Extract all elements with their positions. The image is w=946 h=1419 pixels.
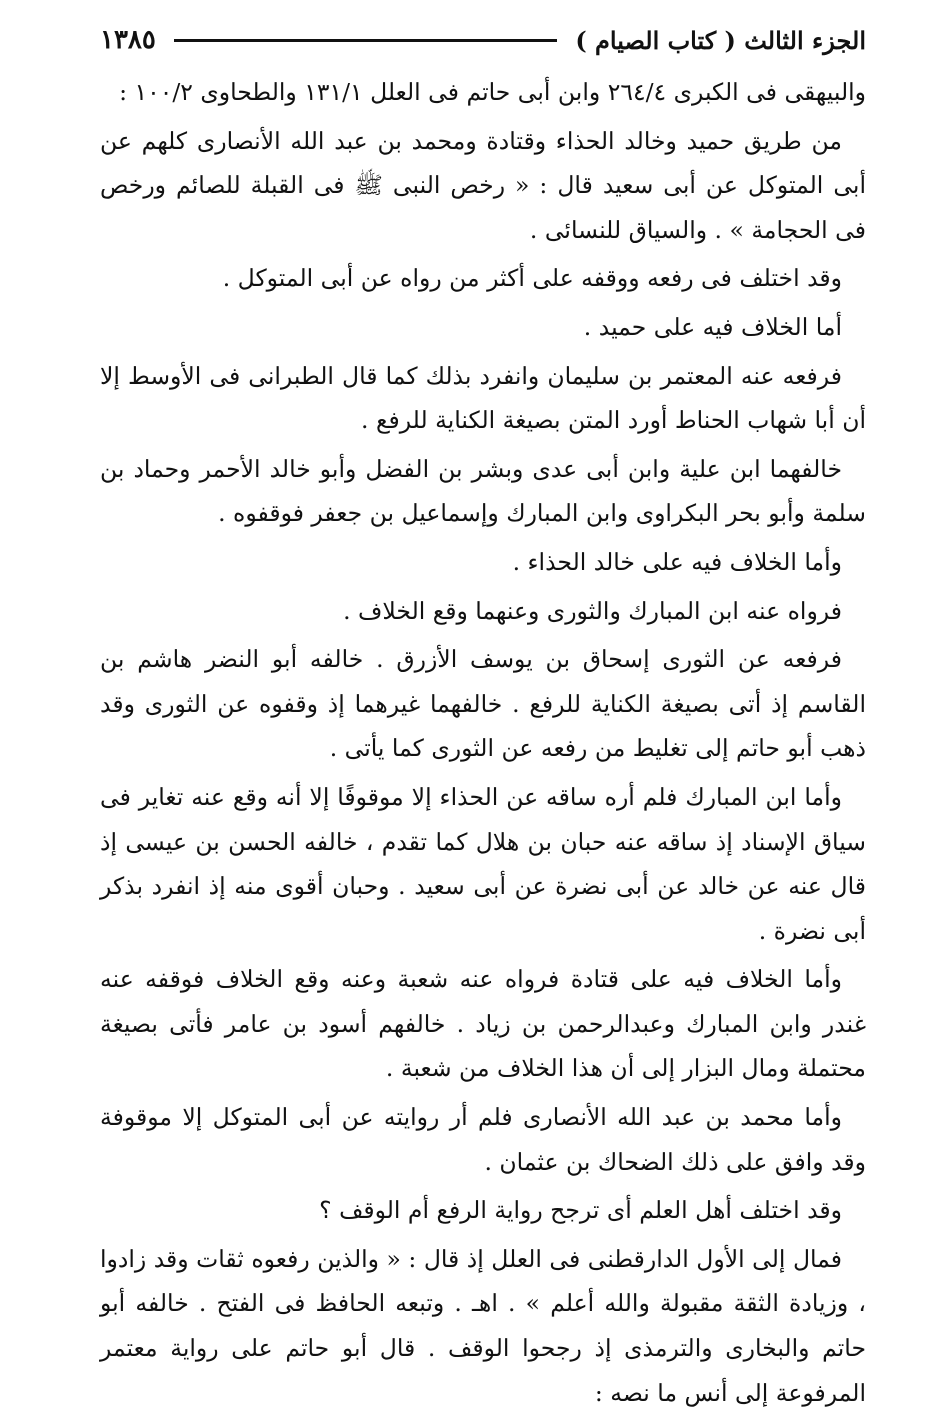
paragraph: فرفعه عنه المعتمر بن سليمان وانفرد بذلك كما قال الطبرانى فى الأوسط إلا أن أبا شهاب الحناط أورد المتن بصيغة الكناية للرفع .	[100, 361, 866, 435]
paragraph: فرواه عنه ابن المبارك والثورى وعنهما وقع الخلاف .	[343, 596, 842, 625]
header-rule	[174, 39, 557, 42]
paragraph: فمال إلى الأول الدارقطنى فى العلل إذ قال : « والذين رفعوه ثقات وقد زادوا ، وزيادة الثقة مقبولة والله أعلم » . اهـ . وتبعه الحافظ فى الفتح . خالفه أبو حاتم والبخارى والترمذى إذ رجحوا الوقف . قال أبو حاتم على رواية معتمر المرفوعة إلى أنس ما نصه :	[100, 1244, 866, 1407]
paragraph: وأما محمد بن عبد الله الأنصارى فلم أر روايته عن أبى المتوكل إلا موقوفة وقد وافق على ذلك الضحاك بن عثمان .	[100, 1103, 866, 1176]
paragraph: فرفعه عن الثورى إسحاق بن يوسف الأزرق . خالفه أبو النضر هاشم بن القاسم إذ أتى بصيغة الكناية للرفع . خالفهما غيرهما إذ وقفوه عن الثورى وقد ذهب أبو حاتم إلى تغليط من رفعه عن الثورى كما يأتى .	[100, 645, 866, 763]
page-header	[100, 20, 866, 60]
paragraph: والبيهقى فى الكبرى ٢٦٤/٤ وابن أبى حاتم فى العلل ١٣١/١ والطحاوى ١٠٠/٢ :	[119, 78, 866, 106]
page-number: ١٣٨٥	[100, 25, 156, 55]
paragraph: وأما الخلاف فيه على خالد الحذاء .	[512, 547, 842, 576]
running-title: الجزء الثالث ( كتاب الصيام )	[575, 25, 866, 55]
paragraph: خالفهما ابن علية وابن أبى عدى وبشر بن الفضل وأبو خالد الأحمر وحماد بن سلمة وأبو بحر البكراوى وابن المبارك وإسماعيل بن جعفر فوقفوه .	[100, 454, 866, 528]
paragraph: وأما ابن المبارك فلم أره ساقه عن الحذاء إلا موقوفًا إلا أنه وقع عنه تغاير فى سياق الإسناد إذ ساقه عنه حبان بن هلال كما تقدم ، خالفه الحسن بن عيسى إذ قال عنه عن خالد عن أبى نضرة عن أبى سعيد . وحبان أقوى منه إذ انفرد بذكر أبى نضرة .	[100, 782, 866, 945]
paragraph: أما الخلاف فيه على حميد .	[583, 312, 842, 341]
paragraph: وقد اختلف فى رفعه ووقفه على أكثر من رواه عن أبى المتوكل .	[222, 264, 842, 293]
paragraph: وأما الخلاف فيه على قتادة فرواه عنه شعبة وعنه وقع الخلاف فوقفه عنه غندر وابن المبارك وعبدالرحمن بن زياد . خالفهم أسود بن عامر فأتى بصيغة محتملة ومال البزار إلى أن هذا الخلاف من شعبة .	[100, 965, 866, 1083]
paragraph: من طريق حميد وخالد الحذاء وقتادة ومحمد بن عبد الله الأنصارى كلهم عن أبى المتوكل عن أبى سعيد قال : « رخص النبى ﷺ فى القبلة للصائم ورخص فى الحجامة » . والسياق للنسائى .	[100, 126, 866, 244]
paragraph: وقد اختلف أهل العلم أى ترجح رواية الرفع أم الوقف ؟	[319, 1196, 842, 1225]
body-text	[100, 70, 866, 1419]
